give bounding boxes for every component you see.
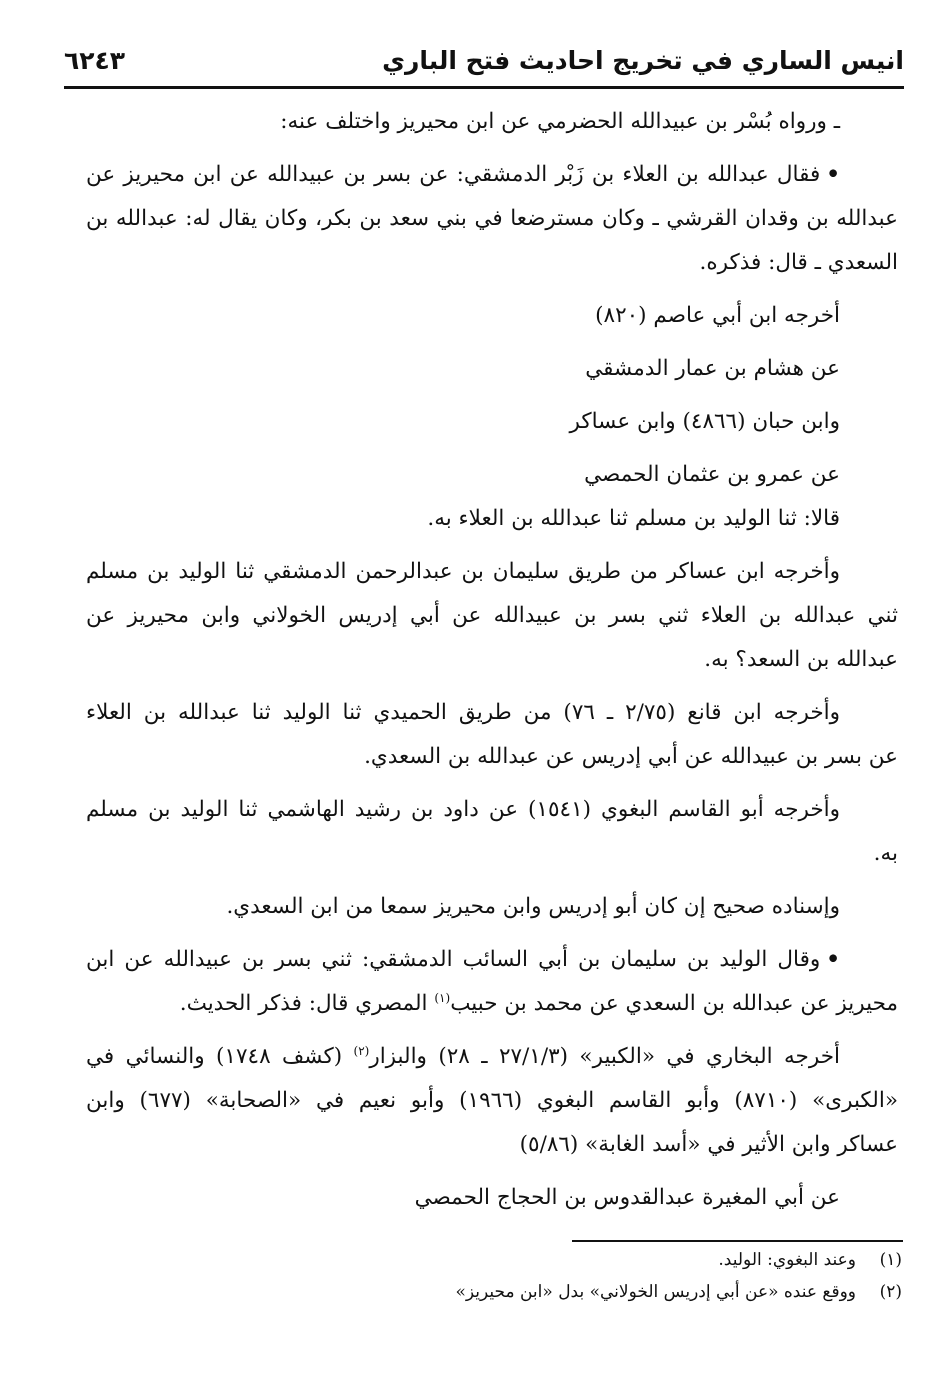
text-line: عن بسر بن عبيدالله عن أبي إدريس عن عبدالله بن السعدي.: [364, 744, 898, 769]
footnote-text: ووقع عنده «عن أبي إدريس الخولاني» بدل «ابن محيريز»: [455, 1282, 856, 1302]
text-line: وأخرجه ابن قانع (٢/٧٥ ـ ٧٦) من طريق الحميدي ثنا الوليد ثنا عبدالله بن العلاء: [86, 700, 841, 725]
text-line: •فقال عبدالله بن العلاء بن زَبْر الدمشقي: عن بسر بن عبيدالله عن ابن محيريز عن: [86, 162, 840, 187]
text-line: عبدالله بن وقدان القرشي ـ وكان مسترضعا في بني سعد بن بكر، وكان يقال له: عبدالله بن: [86, 206, 898, 231]
main-text: [86, 100, 898, 1220]
bullet-icon: •: [826, 162, 840, 187]
text-line: به.: [873, 841, 898, 866]
text-line: وابن حبان (٤٨٦٦) وابن عساكر: [569, 409, 840, 434]
text-line: محيريز عن عبدالله بن السعدي عن محمد بن حبيب$^{(١)}$ المصري قال: فذكر الحديث.: [179, 990, 898, 1016]
bullet-icon: •: [826, 947, 840, 972]
text-line: ـ ورواه بُسْر بن عبيدالله الحضرمي عن ابن محيريز واختلف عنه:: [280, 109, 840, 134]
footnote-ref[interactable]: (٢): [353, 1043, 370, 1058]
text-line: •وقال الوليد بن سليمان بن أبي السائب الدمشقي: ثني بسر بن عبيدالله عن ابن: [86, 947, 840, 972]
text-line: وإسناده صحيح إن كان أبو إدريس وابن محيريز سمعا من ابن السعدي.: [226, 894, 840, 919]
text-line: عبدالله بن السعد؟ به.: [704, 647, 898, 672]
header-divider: [64, 86, 904, 89]
text-line: السعدي ـ قال: فذكره.: [699, 250, 898, 275]
footnotes: [380, 1244, 902, 1308]
footnote-ref[interactable]: (١): [434, 990, 451, 1005]
book-title: انيس الساري في تخريج احاديث فتح الباري: [382, 45, 904, 75]
footnote-text: وعند البغوي: الوليد.: [718, 1250, 856, 1270]
text-line: أخرجه البخاري في «الكبير» (٢٧/١/٣ ـ ٢٨) والبزار$^{(٢)}$ (كشف ١٧٤٨) والنسائي في: [86, 1043, 840, 1069]
footnote-divider: [572, 1240, 903, 1242]
text-line: عن هشام بن عمار الدمشقي: [585, 356, 840, 381]
footnote-item: [380, 1244, 902, 1276]
footnote-number: (٢): [879, 1282, 902, 1302]
running-header: [64, 38, 904, 82]
text-line: وأخرجه أبو القاسم البغوي (١٥٤١) عن داود بن رشيد الهاشمي ثنا الوليد بن مسلم: [86, 797, 840, 822]
text-line: عساكر وابن الأثير في «أسد الغابة» (٥/٨٦): [519, 1132, 898, 1157]
footnote-number: (١): [879, 1250, 902, 1270]
text-line: «الكبرى» (٨٧١٠) وأبو القاسم البغوي (١٩٦٦) وأبو نعيم في «الصحابة» (٦٧٧) وابن: [86, 1088, 898, 1113]
text-line: أخرجه ابن أبي عاصم (٨٢٠): [595, 303, 840, 328]
text-line: عن عمرو بن عثمان الحمصي: [584, 462, 840, 487]
footnote-item: [380, 1276, 902, 1308]
page-number: ٦٢٤٣: [64, 45, 126, 75]
text-line: قالا: ثنا الوليد بن مسلم ثنا عبدالله بن العلاء به.: [427, 506, 840, 531]
text-line: وأخرجه ابن عساكر من طريق سليمان بن عبدالرحمن الدمشقي ثنا الوليد بن مسلم: [86, 559, 840, 584]
text-line: ثني عبدالله بن العلاء ثني بسر بن عبيدالله عن أبي إدريس الخولاني وابن محيريز عن: [86, 603, 898, 628]
text-line: عن أبي المغيرة عبدالقدوس بن الحجاج الحمصي: [414, 1185, 840, 1210]
